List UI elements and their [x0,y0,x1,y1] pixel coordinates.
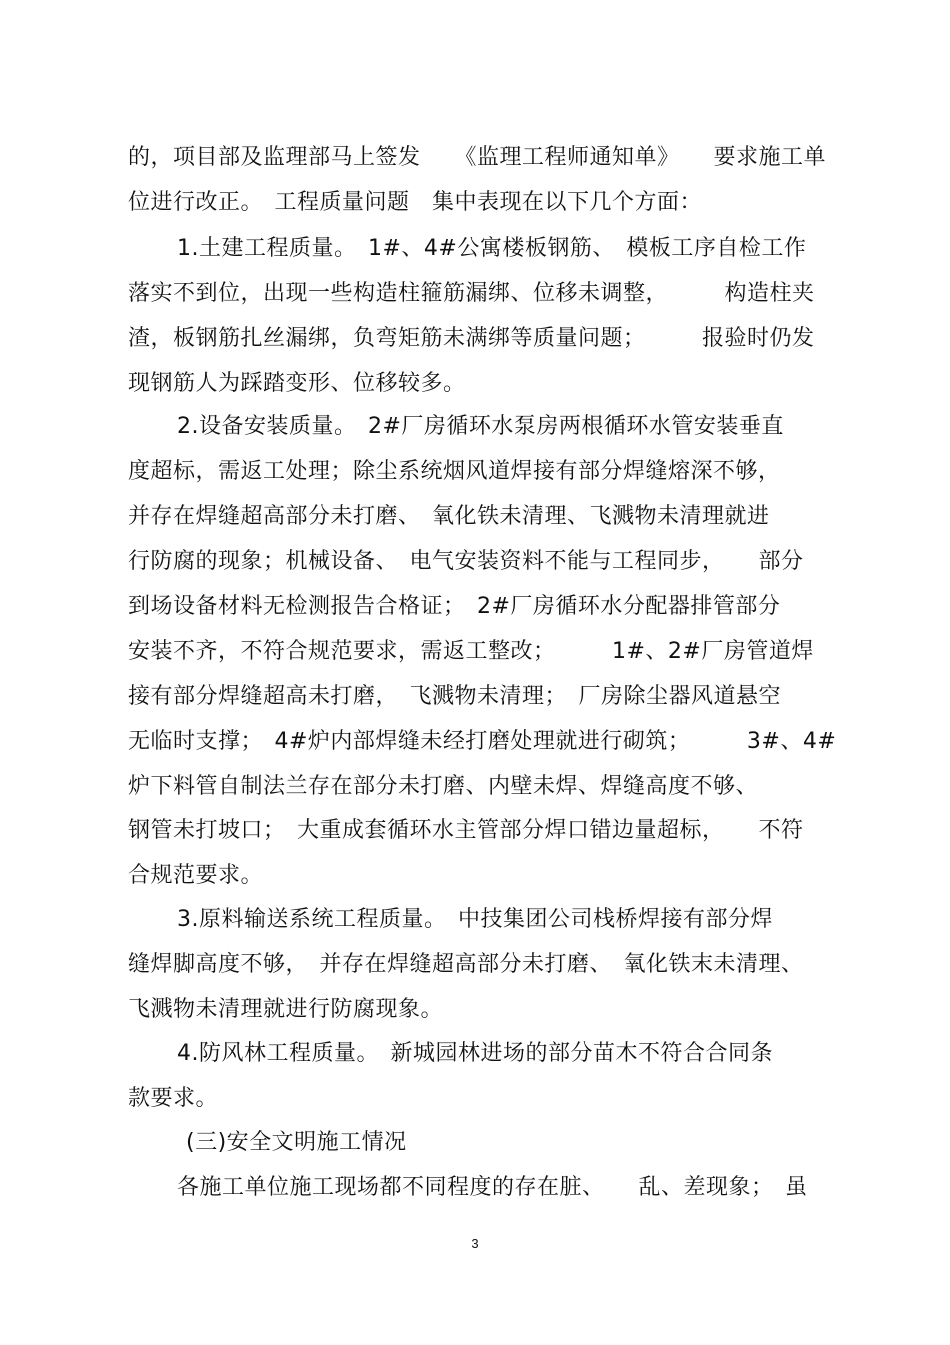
text-line-2: 位进行改正。 工程质量问题 集中表现在以下几个方面： [128,190,703,215]
text-line-9: 并存在焊缝超高部分未打磨、 氧化铁未清理、飞溅物未清理就进 [128,504,770,529]
text-line-14: 无临时支撑； 4#炉内部焊缝未经打磨处理就进行砌筑； 3#、4# [128,729,837,754]
text-line-5: 渣，板钢筋扎丝漏绑，负弯矩筋未满绑等质量问题； 报验时仍发 [128,326,815,351]
text-line-24: 各施工单位施工现场都不同程度的存在脏、 乱、差现象； 虽 [177,1175,808,1200]
section-heading: (三)安全文明施工情况 [186,1130,407,1155]
text-line-21: 4.防风林工程质量。 新城园林进场的部分苗木不符合合同条 [177,1041,773,1066]
text-line-13: 接有部分焊缝超高未打磨， 飞溅物未清理； 厂房除尘器风道悬空 [128,684,782,709]
text-line-17: 合规范要求。 [128,863,264,888]
text-line-19: 缝焊脚高度不够， 并存在焊缝超高部分未打磨、 氧化铁末未清理、 [128,952,804,977]
text-line-16: 钢管未打坡口； 大重成套循环水主管部分焊口错边量超标， 不符 [128,818,804,843]
text-line-18: 3.原料输送系统工程质量。 中技集团公司栈桥焊接有部分焊 [177,907,773,932]
text-line-6: 现钢筋人为踩踏变形、位移较多。 [128,371,466,396]
text-line-12: 安装不齐，不符合规范要求，需返工整改； 1#、2#厂房管道焊 [128,639,814,664]
page-number: 3 [471,1236,479,1251]
text-line-1: 的，项目部及监理部马上签发 《监理工程师通知单》 要求施工单 [128,145,827,170]
text-line-11: 到场设备材料无检测报告合格证； 2#厂房循环水分配器排管部分 [128,594,781,619]
text-line-20: 飞溅物未清理就进行防腐现象。 [128,997,444,1022]
text-line-22: 款要求。 [128,1086,219,1111]
text-line-8: 度超标，需返工处理；除尘系统烟风道焊接有部分焊缝熔深不够， [128,459,781,484]
text-line-10: 行防腐的现象；机械设备、 电气安装资料不能与工程同步， 部分 [128,549,804,574]
text-line-4: 落实不到位，出现一些构造柱箍筋漏绑、位移未调整， 构造柱夹 [128,281,815,306]
text-line-3: 1.土建工程质量。 1#、4#公寓楼板钢筋、 模板工序自检工作 [177,236,807,261]
text-line-15: 炉下料管自制法兰存在部分未打磨、内壁未焊、焊缝高度不够、 [128,774,759,799]
text-line-7: 2.设备安装质量。 2#厂房循环水泵房两根循环水管安装垂直 [177,414,784,439]
